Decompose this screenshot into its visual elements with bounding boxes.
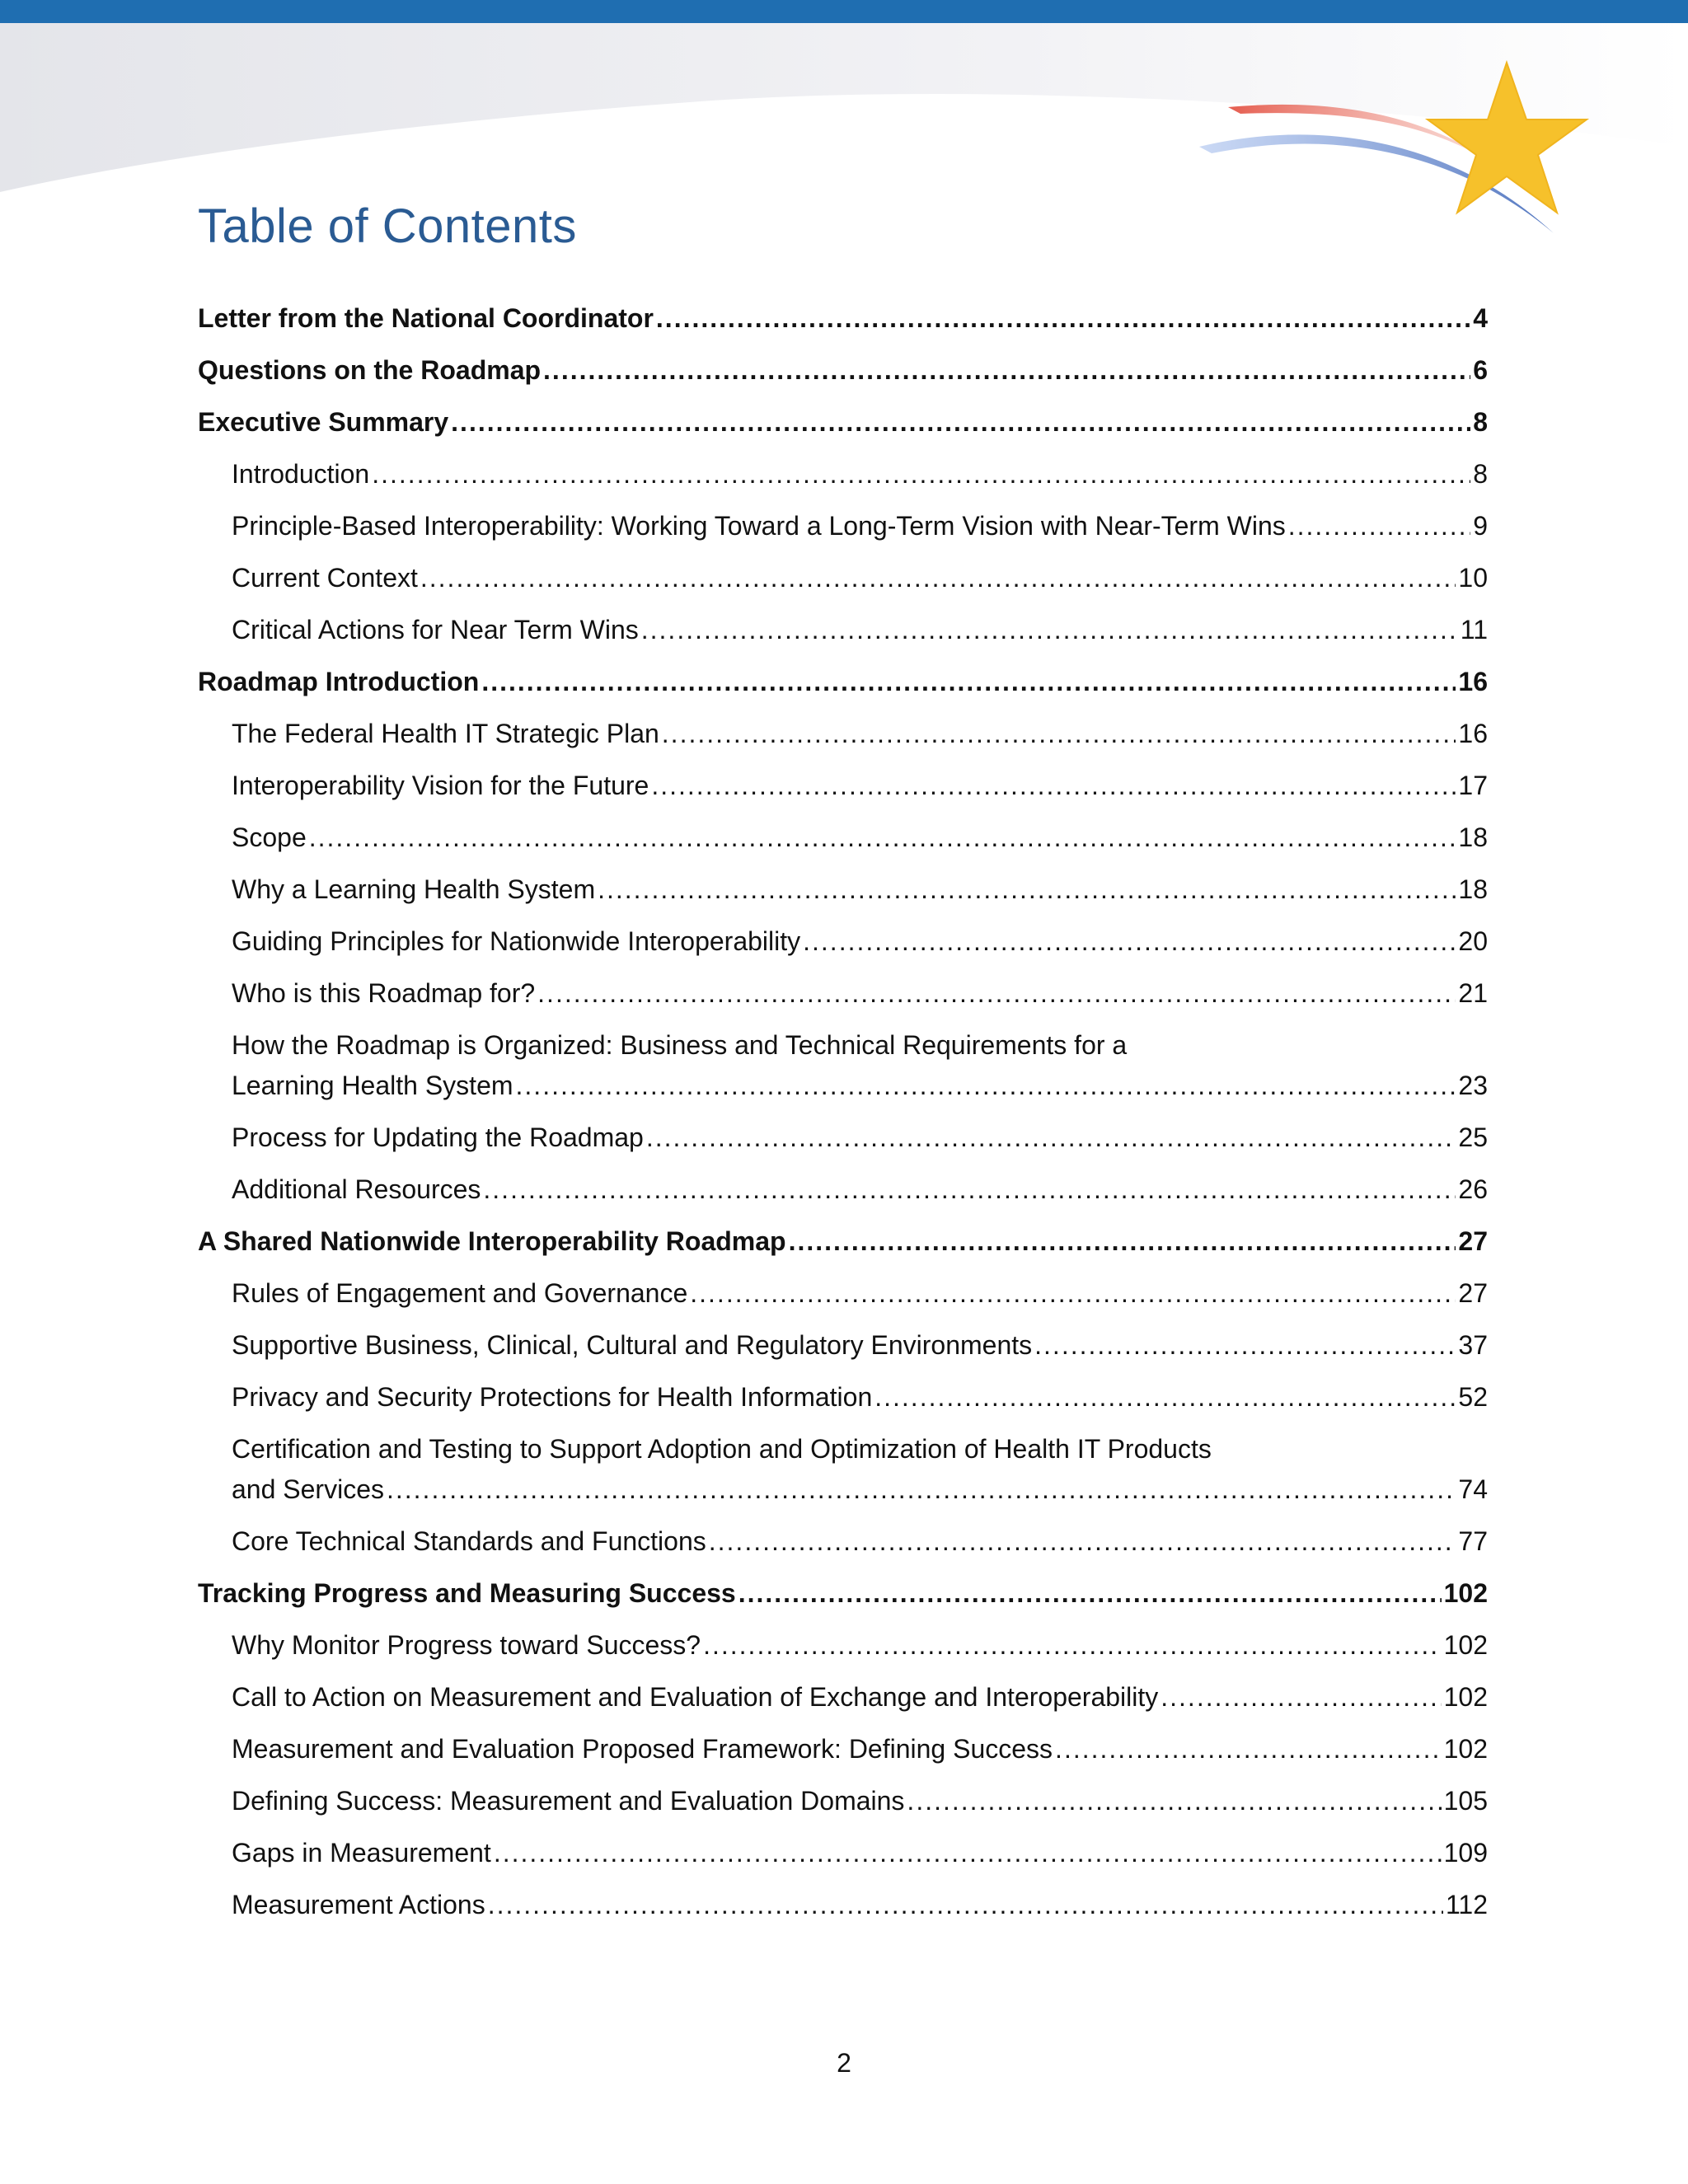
toc-entry-title: Gaps in Measurement xyxy=(232,1838,491,1868)
toc-entry-page: 4 xyxy=(1473,303,1488,333)
toc-entry-title: Interoperability Vision for the Future xyxy=(232,771,649,800)
toc-entry-page: 6 xyxy=(1473,355,1488,385)
toc-entry-supportive-environments[interactable] xyxy=(198,1325,1488,1366)
toc-entry-federal-health-it-plan[interactable] xyxy=(198,714,1488,754)
dot-leader xyxy=(656,298,1470,339)
toc-entry-current-context[interactable] xyxy=(198,558,1488,598)
toc-entry-page: 8 xyxy=(1473,407,1488,437)
toc-entry-core-technical-standards[interactable] xyxy=(198,1521,1488,1562)
toc-entry-scope[interactable] xyxy=(198,818,1488,858)
dot-leader xyxy=(646,1118,1456,1158)
toc-entry-title: Roadmap Introduction xyxy=(198,667,480,696)
toc-entry-page: 102 xyxy=(1443,1734,1488,1764)
toc-entry-page: 112 xyxy=(1445,1890,1488,1919)
toc-entry-title: Critical Actions for Near Term Wins xyxy=(232,615,639,644)
dot-leader xyxy=(483,1169,1456,1210)
toc-entry-page: 21 xyxy=(1458,978,1488,1008)
toc-entry-page: 16 xyxy=(1458,667,1488,696)
dot-leader xyxy=(488,1885,1443,1925)
toc-entry-title: The Federal Health IT Strategic Plan xyxy=(232,719,659,748)
toc-entry-page: 37 xyxy=(1458,1330,1488,1360)
toc-entry-how-roadmap-organized[interactable] xyxy=(198,1025,1488,1106)
toc-entry-certification-testing[interactable] xyxy=(198,1429,1488,1510)
toc-entry-page: 109 xyxy=(1443,1838,1488,1868)
toc-entry-page: 77 xyxy=(1458,1526,1488,1556)
toc-entry-title: Additional Resources xyxy=(232,1174,481,1204)
dot-leader xyxy=(598,869,1456,910)
toc-entry-page: 102 xyxy=(1443,1630,1488,1660)
dot-leader xyxy=(789,1221,1456,1262)
toc-entry-page: 17 xyxy=(1458,771,1488,800)
toc-entry-title: Why a Learning Health System xyxy=(232,874,596,904)
dot-leader xyxy=(738,1573,1442,1614)
dot-leader xyxy=(372,454,1470,494)
toc-entry-title: Measurement and Evaluation Proposed Framework: Defining Success xyxy=(232,1734,1053,1764)
toc-entry-introduction[interactable] xyxy=(198,454,1488,494)
page-number: 2 xyxy=(837,2048,851,2078)
dot-leader xyxy=(662,714,1456,754)
dot-leader xyxy=(709,1521,1456,1562)
toc-entry-title: Scope xyxy=(232,823,307,852)
toc-entry-title-line-2: Learning Health System xyxy=(232,1071,513,1100)
toc-entry-title: Defining Success: Measurement and Evaluation Domains xyxy=(232,1786,905,1816)
toc-entry-page: 9 xyxy=(1473,511,1488,541)
toc-entry-executive-summary[interactable] xyxy=(198,402,1488,443)
dot-leader xyxy=(651,766,1456,806)
toc-entry-page: 102 xyxy=(1443,1682,1488,1712)
toc-entry-questions-on-roadmap[interactable] xyxy=(198,350,1488,391)
dot-leader xyxy=(803,921,1456,962)
dot-leader xyxy=(641,610,1458,650)
toc-entry-page: 11 xyxy=(1460,615,1488,644)
toc-entry-page: 18 xyxy=(1458,823,1488,852)
page-title: Table of Contents xyxy=(198,199,577,253)
toc-entry-page: 16 xyxy=(1458,719,1488,748)
table-of-contents xyxy=(198,298,1488,1937)
dot-leader xyxy=(387,1469,1456,1510)
toc-entry-guiding-principles[interactable] xyxy=(198,921,1488,962)
toc-entry-tracking-progress[interactable] xyxy=(198,1573,1488,1614)
toc-entry-page: 18 xyxy=(1458,874,1488,904)
toc-entry-title: Measurement Actions xyxy=(232,1890,485,1919)
toc-entry-who-is-roadmap-for[interactable] xyxy=(198,973,1488,1014)
toc-entry-process-for-updating[interactable] xyxy=(198,1118,1488,1158)
dot-leader xyxy=(1034,1325,1456,1366)
dot-leader xyxy=(537,973,1456,1014)
dot-leader xyxy=(451,402,1470,443)
toc-entry-title: Letter from the National Coordinator xyxy=(198,303,654,333)
dot-leader xyxy=(420,558,1456,598)
toc-entry-interoperability-vision[interactable] xyxy=(198,766,1488,806)
toc-entry-title: Tracking Progress and Measuring Success xyxy=(198,1578,736,1608)
toc-entry-title-line-1: How the Roadmap is Organized: Business and Technical Requirements for a xyxy=(232,1030,1128,1060)
toc-entry-title: Who is this Roadmap for? xyxy=(232,978,536,1008)
dot-leader xyxy=(309,818,1456,858)
dot-leader xyxy=(690,1273,1456,1314)
toc-entry-title: Questions on the Roadmap xyxy=(198,355,542,385)
toc-entry-letter-from-coordinator[interactable] xyxy=(198,298,1488,339)
dot-leader xyxy=(1160,1677,1441,1718)
toc-entry-shared-roadmap[interactable] xyxy=(198,1221,1488,1262)
toc-entry-title: A Shared Nationwide Interoperability Roadmap xyxy=(198,1226,786,1256)
dot-leader xyxy=(907,1781,1441,1821)
toc-entry-learning-health-system[interactable] xyxy=(198,869,1488,910)
toc-entry-gaps-in-measurement[interactable] xyxy=(198,1833,1488,1873)
toc-entry-page: 27 xyxy=(1458,1278,1488,1308)
toc-entry-rules-of-engagement[interactable] xyxy=(198,1273,1488,1314)
toc-entry-title: Guiding Principles for Nationwide Interoperability xyxy=(232,926,801,956)
toc-entry-measurement-framework[interactable] xyxy=(198,1729,1488,1769)
toc-entry-title: Supportive Business, Clinical, Cultural and Regulatory Environments xyxy=(232,1330,1033,1360)
toc-entry-additional-resources[interactable] xyxy=(198,1169,1488,1210)
dot-leader xyxy=(516,1066,1456,1106)
toc-entry-page: 25 xyxy=(1458,1122,1488,1152)
toc-entry-title: Rules of Engagement and Governance xyxy=(232,1278,688,1308)
toc-entry-page: 10 xyxy=(1458,563,1488,593)
toc-entry-roadmap-introduction[interactable] xyxy=(198,662,1488,702)
toc-entry-principle-based-interoperability[interactable] xyxy=(198,506,1488,546)
top-banner-bar xyxy=(0,0,1688,23)
toc-entry-title: Why Monitor Progress toward Success? xyxy=(232,1630,701,1660)
dot-leader xyxy=(543,350,1470,391)
toc-entry-page: 52 xyxy=(1458,1382,1488,1412)
toc-entry-why-monitor-progress[interactable] xyxy=(198,1625,1488,1666)
toc-entry-page: 27 xyxy=(1458,1226,1488,1256)
toc-entry-title: Executive Summary xyxy=(198,407,449,437)
toc-entry-page: 26 xyxy=(1458,1174,1488,1204)
dot-leader xyxy=(1288,506,1470,546)
toc-entry-title: Principle-Based Interoperability: Working Toward a Long-Term Vision with Near-Term Wins xyxy=(232,511,1286,541)
toc-entry-measurement-actions[interactable] xyxy=(198,1885,1488,1925)
dot-leader xyxy=(703,1625,1442,1666)
dot-leader xyxy=(1055,1729,1442,1769)
toc-entry-page: 74 xyxy=(1458,1474,1488,1504)
toc-entry-privacy-security[interactable] xyxy=(198,1377,1488,1418)
toc-entry-title: Current Context xyxy=(232,563,418,593)
toc-entry-page: 20 xyxy=(1458,926,1488,956)
toc-entry-title: Process for Updating the Roadmap xyxy=(232,1122,644,1152)
toc-entry-title: Privacy and Security Protections for Health Information xyxy=(232,1382,873,1412)
toc-entry-title-line-1: Certification and Testing to Support Adoption and Optimization of Health IT Products xyxy=(232,1434,1212,1464)
toc-entry-page: 105 xyxy=(1443,1786,1488,1816)
dot-leader xyxy=(494,1833,1442,1873)
toc-entry-title: Introduction xyxy=(232,459,370,489)
toc-entry-title: Core Technical Standards and Functions xyxy=(232,1526,706,1556)
toc-entry-call-to-action[interactable] xyxy=(198,1677,1488,1718)
toc-entry-page: 102 xyxy=(1443,1578,1488,1608)
toc-entry-page: 23 xyxy=(1458,1071,1488,1100)
grey-wave-shape xyxy=(0,23,1688,192)
toc-entry-defining-success-domains[interactable] xyxy=(198,1781,1488,1821)
toc-entry-title: Call to Action on Measurement and Evaluation of Exchange and Interoperability xyxy=(232,1682,1159,1712)
dot-leader xyxy=(481,662,1456,702)
toc-entry-page: 8 xyxy=(1473,459,1488,489)
toc-entry-critical-actions[interactable] xyxy=(198,610,1488,650)
dot-leader xyxy=(874,1377,1456,1418)
toc-entry-title-line-2: and Services xyxy=(232,1474,384,1504)
